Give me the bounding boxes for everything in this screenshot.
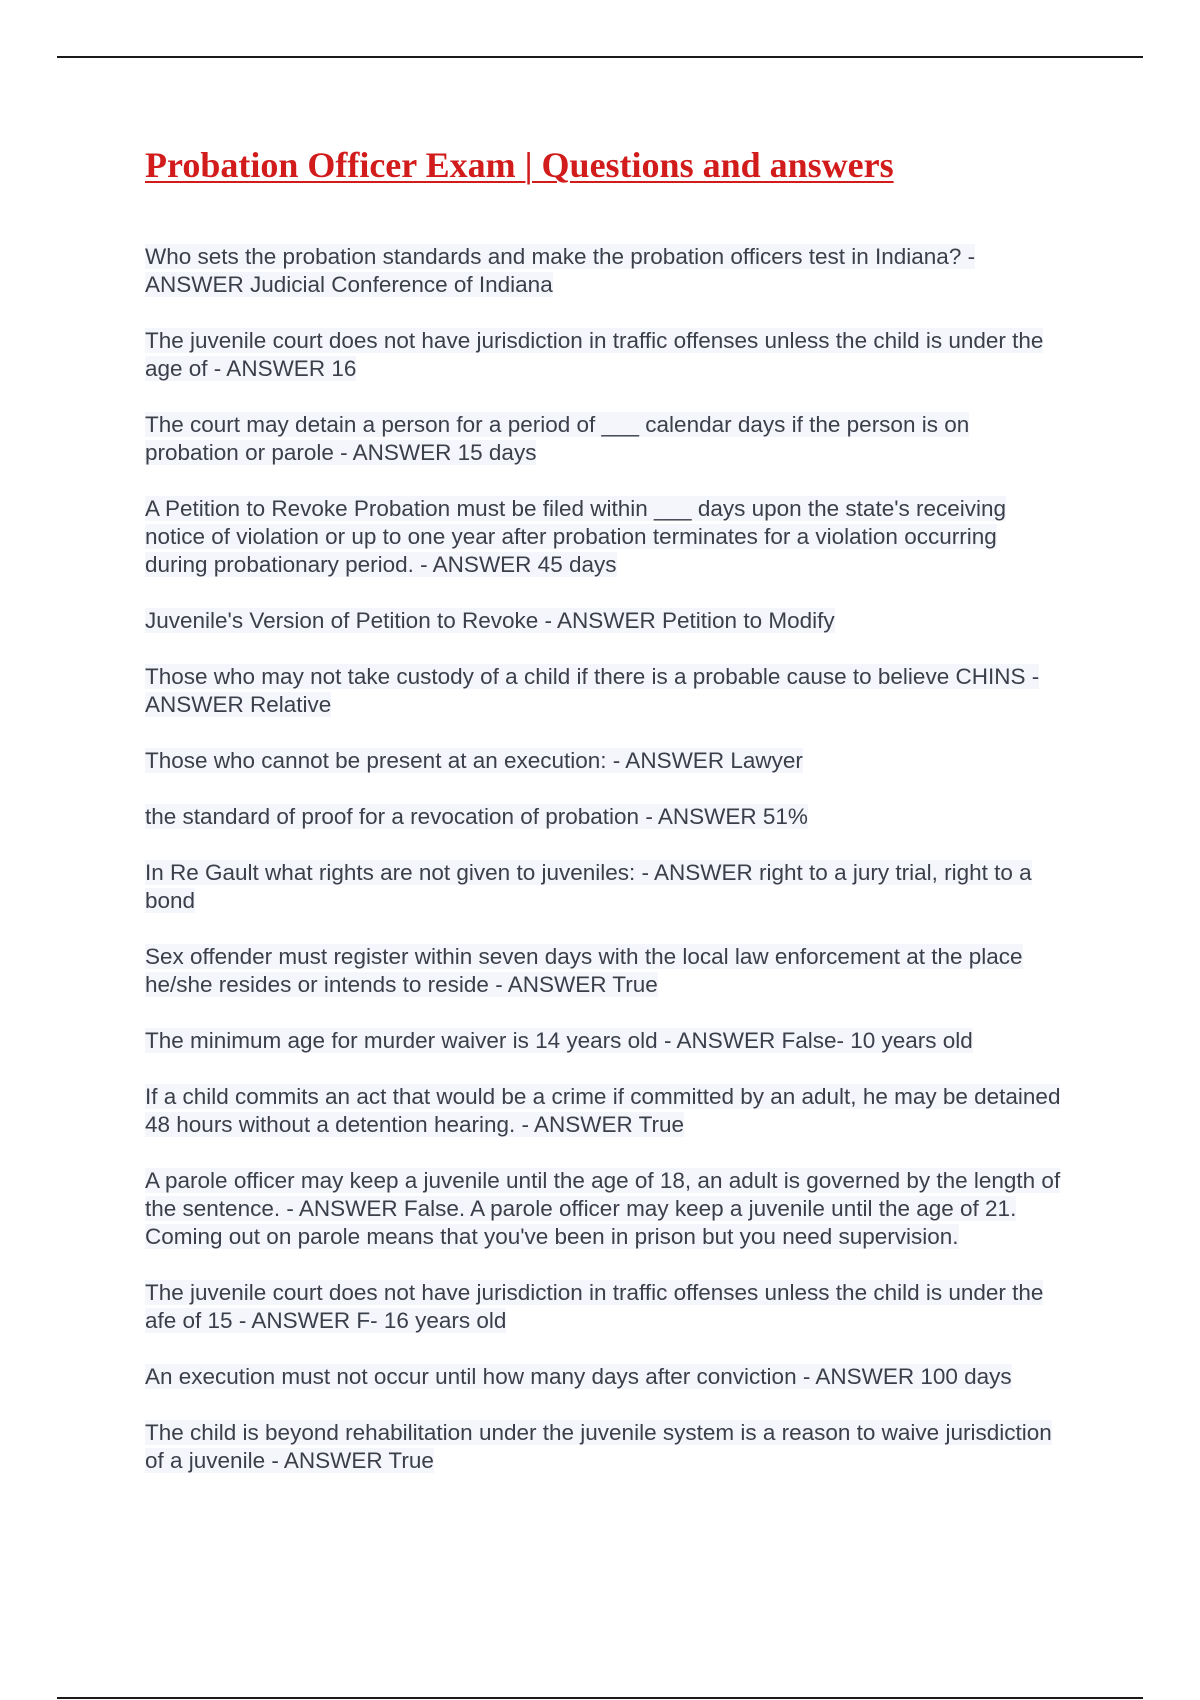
qa-text: the standard of proof for a revocation of probation - ANSWER 51% [145, 804, 808, 829]
qa-text: If a child commits an act that would be a crime if committed by an adult, he may be detained 48 hours without a detention hearing. - ANSWER True [145, 1084, 1061, 1137]
document-title: Probation Officer Exam | Questions and answers [145, 145, 894, 185]
qa-text: In Re Gault what rights are not given to juveniles: - ANSWER right to a jury trial, right to a bond [145, 860, 1032, 913]
qa-text: Sex offender must register within seven days with the local law enforcement at the place he/she resides or intends to reside - ANSWER True [145, 944, 1023, 997]
qa-text: Juvenile's Version of Petition to Revoke - ANSWER Petition to Modify [145, 608, 835, 633]
qa-list [145, 243, 1065, 1503]
qa-text: The juvenile court does not have jurisdiction in traffic offenses unless the child is under the afe of 15 - ANSWER F- 16 years old [145, 1280, 1044, 1333]
qa-item [145, 1419, 1065, 1475]
qa-item [145, 943, 1065, 999]
qa-text: The juvenile court does not have jurisdiction in traffic offenses unless the child is under the age of - ANSWER 16 [145, 328, 1044, 381]
qa-item [145, 747, 1065, 775]
qa-item [145, 1083, 1065, 1139]
qa-item [145, 607, 1065, 635]
qa-text: An execution must not occur until how many days after conviction - ANSWER 100 days [145, 1364, 1012, 1389]
qa-item [145, 1167, 1065, 1251]
qa-text: A parole officer may keep a juvenile until the age of 18, an adult is governed by the length of the sentence. - ANSWER False. A parole officer may keep a juvenile until the age of 21. Coming out on parole means that you've been in prison but you need supervision. [145, 1168, 1061, 1249]
footer-rule [57, 1697, 1143, 1699]
qa-text: The child is beyond rehabilitation under the juvenile system is a reason to waive jurisdiction of a juvenile - ANSWER True [145, 1420, 1052, 1473]
qa-item [145, 495, 1065, 579]
header-rule [57, 56, 1143, 58]
qa-item [145, 243, 1065, 299]
qa-text: Those who may not take custody of a child if there is a probable cause to believe CHINS - ANSWER Relative [145, 664, 1040, 717]
qa-item [145, 1027, 1065, 1055]
qa-text: The court may detain a person for a period of ___ calendar days if the person is on probation or parole - ANSWER 15 days [145, 412, 970, 465]
qa-item [145, 327, 1065, 383]
qa-text: Who sets the probation standards and make the probation officers test in Indiana? - ANSWER Judicial Conference of Indiana [145, 244, 976, 297]
qa-text: The minimum age for murder waiver is 14 years old - ANSWER False- 10 years old [145, 1028, 973, 1053]
qa-item [145, 411, 1065, 467]
qa-item [145, 1279, 1065, 1335]
qa-text: A Petition to Revoke Probation must be filed within ___ days upon the state's receiving notice of violation or up to one year after probation terminates for a violation occurring during probationary period. - ANSWER 45 days [145, 496, 1007, 577]
qa-item [145, 803, 1065, 831]
qa-item [145, 663, 1065, 719]
qa-item [145, 859, 1065, 915]
qa-text: Those who cannot be present at an execution: - ANSWER Lawyer [145, 748, 803, 773]
qa-item [145, 1363, 1065, 1391]
